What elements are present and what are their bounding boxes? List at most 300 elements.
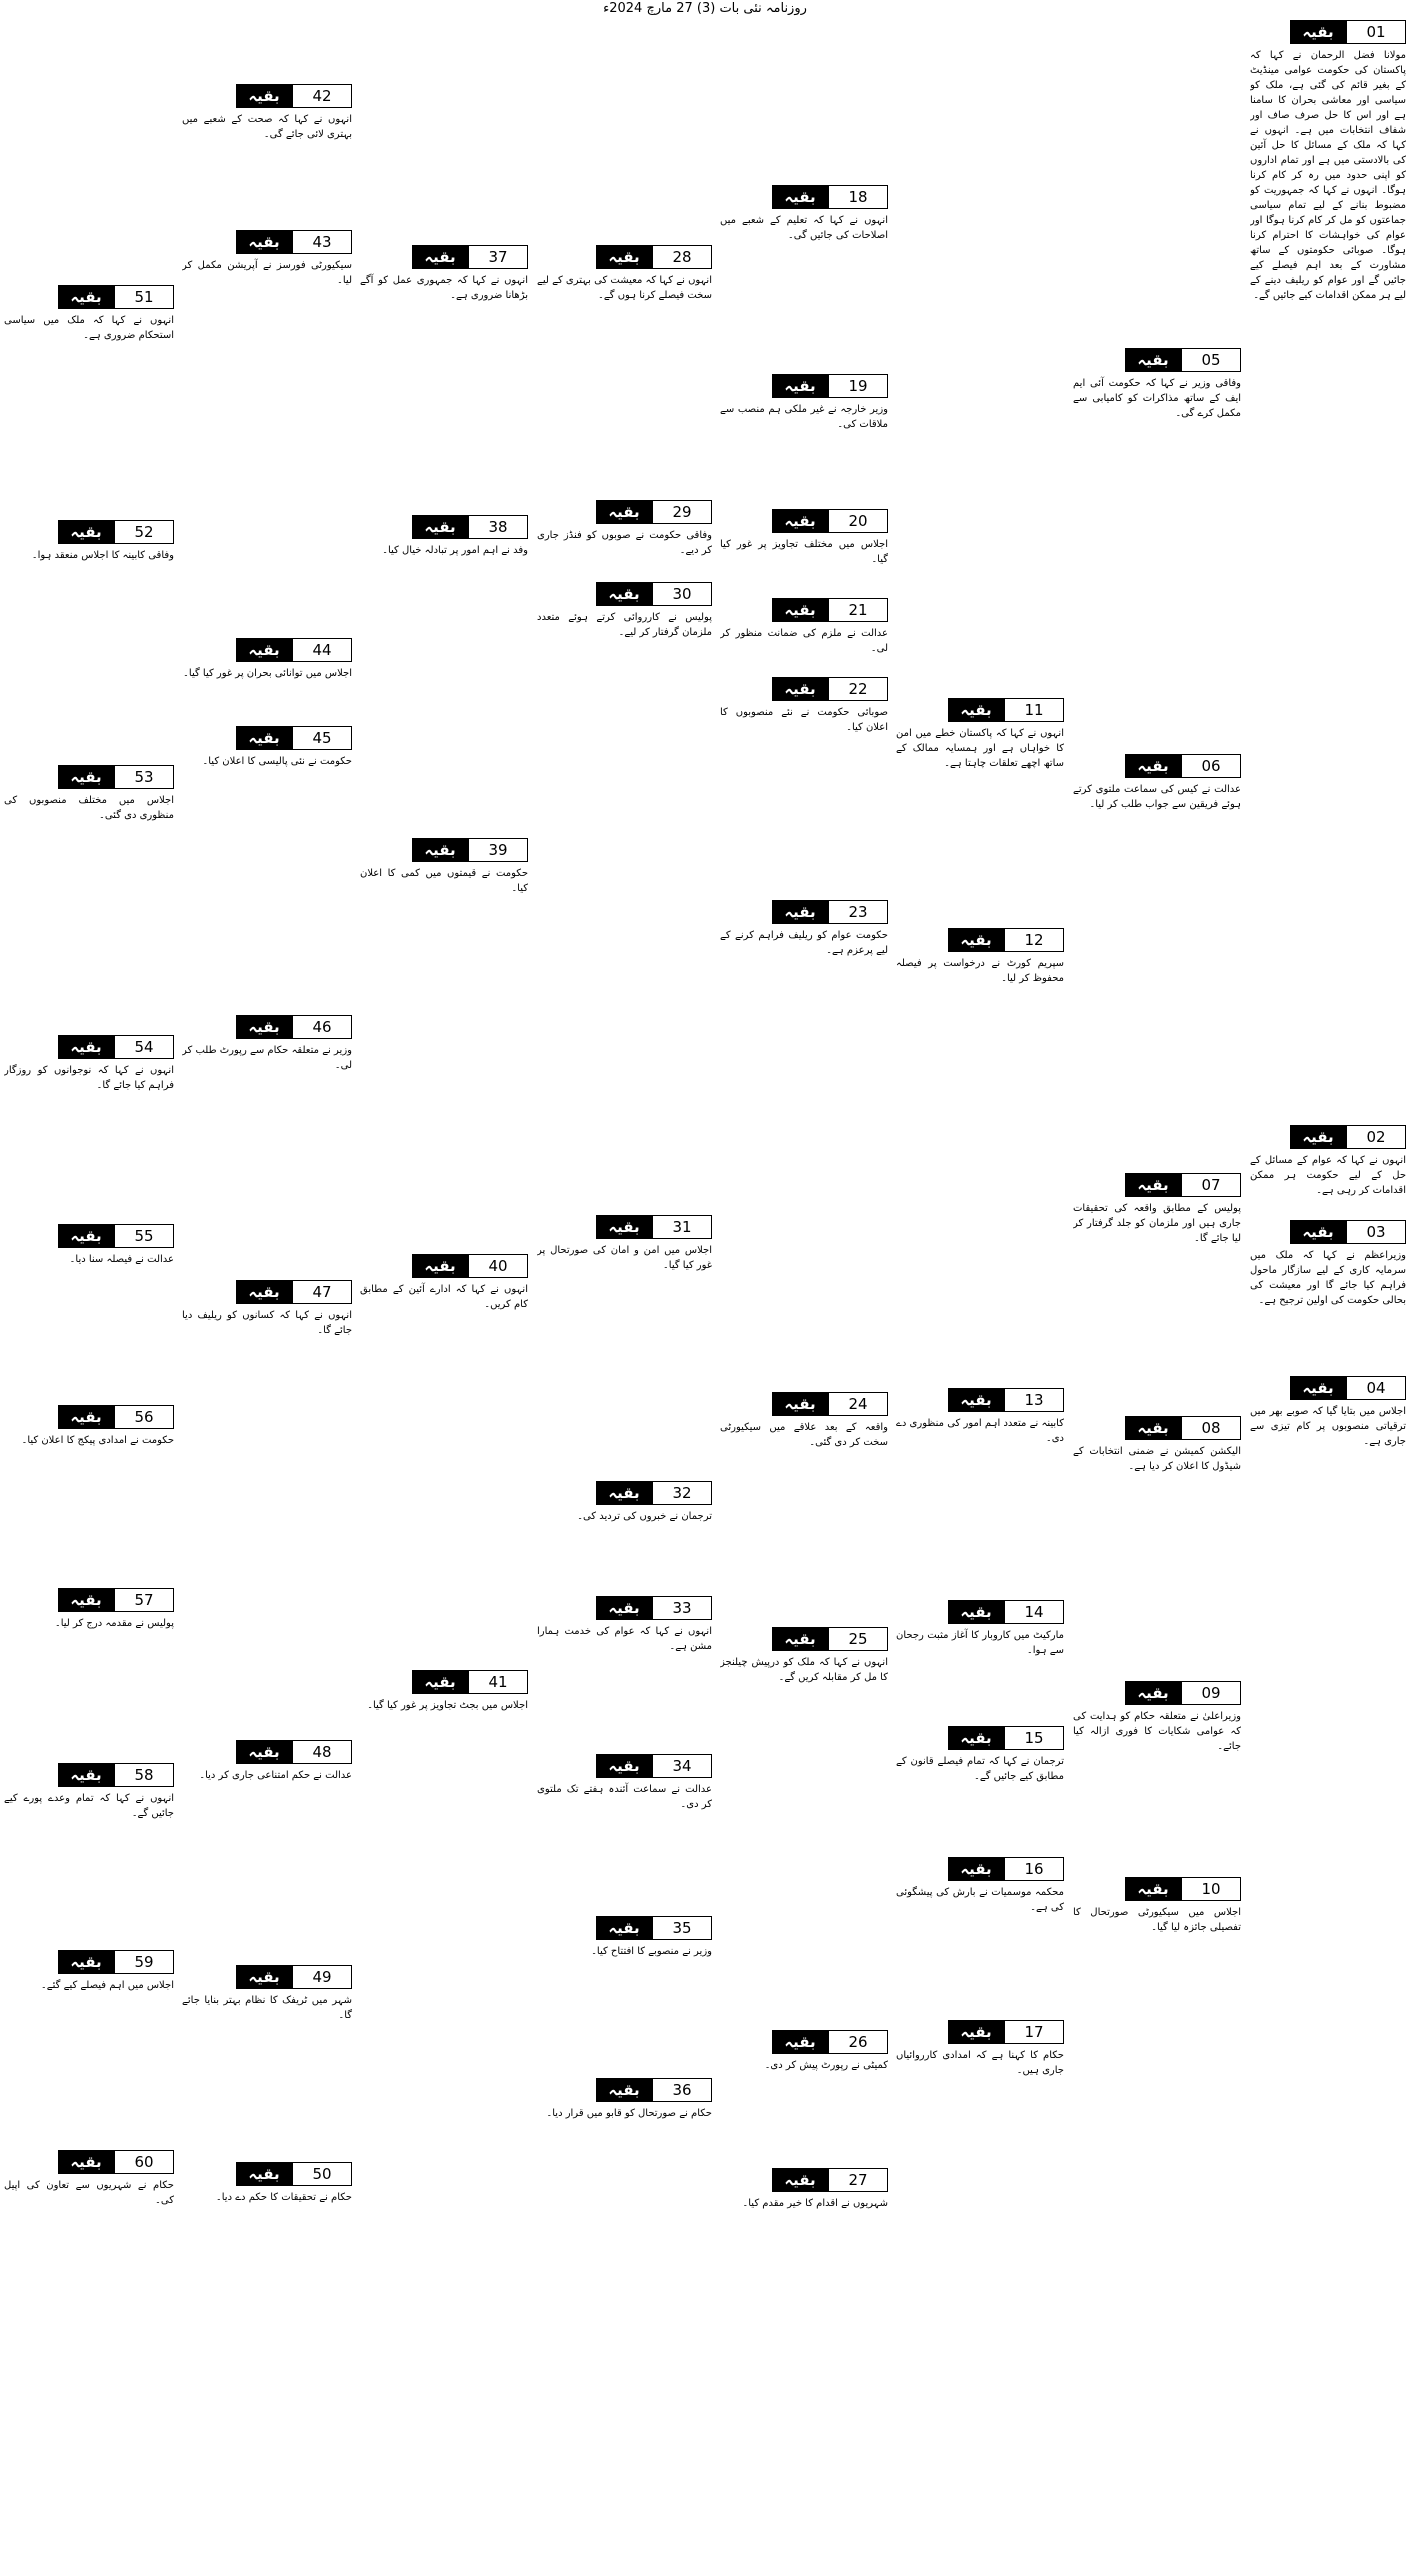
continuation-label: بقیہ (948, 1726, 1004, 1750)
header-spacer (182, 638, 236, 662)
continuation-section (4, 765, 174, 1035)
section-number: 41 (468, 1670, 528, 1694)
section-header (537, 2078, 712, 2102)
section-header (182, 1965, 352, 1989)
section-header (4, 285, 174, 309)
section-body: اجلاس میں بتایا گیا کہ صوبے بھر میں ترقیاتی منصوبوں پر کام تیزی سے جاری ہے۔ (1250, 1406, 1406, 1447)
section-header (1073, 1173, 1241, 1197)
section-body: انہوں نے کہا کہ تعلیم کے شعبے میں اصلاحات کی جائیں گی۔ (720, 215, 888, 241)
continuation-section (896, 1857, 1064, 2020)
continuation-section (1250, 1125, 1406, 1220)
header-spacer (1073, 1877, 1125, 1901)
header-spacer (4, 1224, 58, 1248)
continuation-label: بقیہ (1290, 20, 1346, 44)
continuation-label: بقیہ (596, 1754, 652, 1778)
header-spacer (896, 928, 948, 952)
continuation-label: بقیہ (58, 285, 114, 309)
section-number: 34 (652, 1754, 712, 1778)
continuation-section (1073, 1877, 1241, 2556)
section-number: 14 (1004, 1600, 1064, 1624)
section-header (720, 374, 888, 398)
section-body: واقعہ کے بعد علاقے میں سیکیورٹی سخت کر دی گئی۔ (720, 1422, 888, 1448)
continuation-section (896, 1600, 1064, 1726)
header-spacer (182, 1740, 236, 1764)
section-header (896, 1600, 1064, 1624)
section-body: انہوں نے کہا کہ عوام کے مسائل کے حل کے لیے حکومت ہر ممکن اقدامات کر رہی ہے۔ (1250, 1155, 1406, 1196)
section-body: وزیر خارجہ نے غیر ملکی ہم منصب سے ملاقات کی۔ (720, 404, 888, 430)
header-spacer (1073, 1681, 1125, 1705)
section-number: 52 (114, 520, 174, 544)
section-header (360, 245, 528, 269)
section-header (720, 2168, 888, 2192)
header-spacer (720, 1627, 772, 1651)
section-number: 40 (468, 1254, 528, 1278)
section-header (1250, 20, 1406, 44)
continuation-section (182, 2162, 352, 2556)
section-number: 51 (114, 285, 174, 309)
continuation-section (182, 1015, 352, 1280)
continuation-label: بقیہ (772, 1627, 828, 1651)
header-spacer (720, 677, 772, 701)
continuation-section (720, 677, 888, 900)
section-number: 16 (1004, 1857, 1064, 1881)
header-spacer (896, 1388, 948, 1412)
column-7 (182, 20, 352, 2556)
section-header (1250, 1220, 1406, 1244)
column-1 (1250, 20, 1406, 2556)
section-header (720, 598, 888, 622)
header-spacer (537, 582, 596, 606)
section-body: شہر میں ٹریفک کا نظام بہتر بنایا جائے گا۔ (182, 1995, 352, 2021)
header-spacer (182, 726, 236, 750)
section-body: حکام نے شہریوں سے تعاون کی اپیل کی۔ (4, 2180, 174, 2206)
header-spacer (896, 1857, 948, 1881)
continuation-label: بقیہ (58, 1763, 114, 1787)
continuation-label: بقیہ (948, 698, 1004, 722)
continuation-label: بقیہ (948, 1600, 1004, 1624)
continuation-label: بقیہ (1125, 1681, 1181, 1705)
continuation-section (720, 185, 888, 374)
section-header (182, 726, 352, 750)
continuation-section (4, 520, 174, 765)
section-number: 37 (468, 245, 528, 269)
continuation-label: بقیہ (412, 515, 468, 539)
continuation-section (4, 1405, 174, 1588)
continuation-section (720, 1627, 888, 2030)
column-8 (4, 20, 174, 2556)
section-header (4, 1405, 174, 1429)
section-header (1073, 348, 1241, 372)
section-number: 01 (1346, 20, 1406, 44)
continuation-section (720, 509, 888, 598)
section-number: 15 (1004, 1726, 1064, 1750)
header-spacer (1250, 1125, 1290, 1149)
continuation-section (896, 1726, 1064, 1857)
section-number: 28 (652, 245, 712, 269)
section-header (896, 928, 1064, 952)
section-number: 56 (114, 1405, 174, 1429)
section-number: 26 (828, 2030, 888, 2054)
header-spacer (182, 1015, 236, 1039)
continuation-label: بقیہ (772, 1392, 828, 1416)
continuation-label: بقیہ (596, 1481, 652, 1505)
continuation-label: بقیہ (236, 1965, 292, 1989)
section-body: وزیراعلیٰ نے متعلقہ حکام کو ہدایت کی کہ عوامی شکایات کا فوری ازالہ کیا جائے۔ (1073, 1711, 1241, 1752)
section-body: عدالت نے حکم امتناعی جاری کر دیا۔ (199, 1770, 352, 1781)
section-body: اجلاس میں سیکیورٹی صورتحال کا تفصیلی جائزہ لیا گیا۔ (1073, 1907, 1241, 1933)
continuation-section (182, 230, 352, 638)
header-spacer (1073, 348, 1125, 372)
section-number: 50 (292, 2162, 352, 2186)
continuation-label: بقیہ (596, 500, 652, 524)
continuation-label: بقیہ (1125, 1877, 1181, 1901)
section-header (360, 1254, 528, 1278)
section-body: اجلاس میں توانائی بحران پر غور کیا گیا۔ (183, 668, 352, 679)
column-5 (537, 20, 712, 2556)
header-spacer (537, 1215, 596, 1239)
continuation-label: بقیہ (412, 838, 468, 862)
section-number: 22 (828, 677, 888, 701)
header-spacer (182, 1965, 236, 1989)
header-spacer (4, 1035, 58, 1059)
section-number: 30 (652, 582, 712, 606)
section-body: عدالت نے فیصلہ سنا دیا۔ (69, 1254, 174, 1265)
header-spacer (182, 84, 236, 108)
section-number: 27 (828, 2168, 888, 2192)
section-header (4, 765, 174, 789)
section-number: 59 (114, 1950, 174, 1974)
section-header (537, 1481, 712, 1505)
section-number: 45 (292, 726, 352, 750)
continuation-label: بقیہ (1125, 1173, 1181, 1197)
section-header (537, 1916, 712, 1940)
continuation-label: بقیہ (772, 2168, 828, 2192)
section-number: 18 (828, 185, 888, 209)
continuation-section (182, 84, 352, 230)
section-number: 31 (652, 1215, 712, 1239)
continuation-section (537, 1596, 712, 1754)
continuation-section (1250, 1376, 1406, 2556)
section-number: 35 (652, 1916, 712, 1940)
section-number: 60 (114, 2150, 174, 2174)
section-number: 55 (114, 1224, 174, 1248)
header-spacer (360, 245, 412, 269)
continuation-section (537, 1916, 712, 2078)
continuation-section (4, 1224, 174, 1405)
section-body: انہوں نے کہا کہ کسانوں کو ریلیف دیا جائے گا۔ (182, 1310, 352, 1336)
section-body: حکومت عوام کو ریلیف فراہم کرنے کے لیے پرعزم ہے۔ (720, 930, 888, 956)
continuation-label: بقیہ (58, 2150, 114, 2174)
section-body: پولیس نے مقدمہ درج کر لیا۔ (54, 1618, 174, 1629)
section-number: 21 (828, 598, 888, 622)
header-spacer (537, 500, 596, 524)
continuation-section (537, 1754, 712, 1916)
continuation-label: بقیہ (236, 230, 292, 254)
section-number: 12 (1004, 928, 1064, 952)
continuation-label: بقیہ (58, 1224, 114, 1248)
header-spacer (720, 2168, 772, 2192)
section-number: 19 (828, 374, 888, 398)
section-body: ترجمان نے کہا کہ تمام فیصلے قانون کے مطابق کیے جائیں گے۔ (896, 1756, 1064, 1782)
header-spacer (720, 2030, 772, 2054)
continuation-section (360, 245, 528, 515)
header-spacer (360, 1670, 412, 1694)
header-spacer (537, 245, 596, 269)
section-header (720, 1627, 888, 1651)
section-header (720, 509, 888, 533)
header-spacer (1250, 20, 1290, 44)
section-number: 36 (652, 2078, 712, 2102)
continuation-label: بقیہ (58, 1588, 114, 1612)
continuation-section (720, 2030, 888, 2168)
header-spacer (537, 2078, 596, 2102)
continuation-section (1250, 1220, 1406, 1376)
section-number: 32 (652, 1481, 712, 1505)
section-header (537, 500, 712, 524)
section-header (537, 582, 712, 606)
section-body: اجلاس میں امن و امان کی صورتحال پر غور کیا گیا۔ (537, 1245, 712, 1271)
continuation-section (537, 1215, 712, 1481)
continuation-section (4, 1763, 174, 1950)
header-spacer (896, 1726, 948, 1750)
section-header (720, 900, 888, 924)
header-spacer (720, 598, 772, 622)
continuation-label: بقیہ (58, 520, 114, 544)
section-header (537, 245, 712, 269)
header-spacer (896, 698, 948, 722)
header-spacer (1073, 1416, 1125, 1440)
header-spacer (720, 509, 772, 533)
section-header (896, 1726, 1064, 1750)
continuation-section (896, 1388, 1064, 1600)
section-number: 20 (828, 509, 888, 533)
section-header (720, 185, 888, 209)
section-body: مولانا فضل الرحمان نے کہا کہ پاکستان کی حکومت عوامی مینڈیٹ کے بغیر قائم کی گئی ہے، ملک کو سیاسی اور معاشی بحران کا سامنا ہے اور اس کا حل صرف صاف اور شفاف انتخابات میں ہے۔ انہوں نے کہا کہ ملک کے مسائل کا حل آئین کی بالادستی میں ہے اور تمام اداروں کو اپنی حدود میں رہ کر کام کرنا ہوگا۔ انہوں نے کہا کہ جمہوریت کو مضبوط بنانے کے لیے تمام سیاسی جماعتوں کو مل کر کام کرنا ہوگا اور عوام کی خواہشات کا احترام کرنا ہوگا۔ صوبائی حکومتوں کے ساتھ مشاورت کے بعد اہم فیصلے کیے جائیں گے اور عوام کو ریلیف دینے کے لیے ہر ممکن اقدامات کیے جائیں گے۔ (1250, 50, 1406, 301)
continuation-section (4, 285, 174, 520)
header-spacer (4, 2150, 58, 2174)
section-number: 54 (114, 1035, 174, 1059)
section-number: 08 (1181, 1416, 1241, 1440)
section-body: وفاقی حکومت نے صوبوں کو فنڈز جاری کر دیے۔ (537, 530, 712, 556)
section-body: وفاقی کابینہ کا اجلاس منعقد ہوا۔ (31, 550, 174, 561)
header-spacer (896, 2020, 948, 2044)
continuation-section (1073, 1416, 1241, 1681)
header-spacer (4, 765, 58, 789)
section-header (537, 1754, 712, 1778)
section-body: انہوں نے کہا کہ صحت کے شعبے میں بہتری لائی جائے گی۔ (182, 114, 352, 140)
continuation-section (720, 1392, 888, 1627)
continuation-label: بقیہ (948, 1857, 1004, 1881)
section-number: 47 (292, 1280, 352, 1304)
section-body: حکام کا کہنا ہے کہ امدادی کارروائیاں جاری ہیں۔ (896, 2050, 1064, 2076)
section-body: محکمہ موسمیات نے بارش کی پیشگوئی کی ہے۔ (896, 1887, 1064, 1913)
section-header (182, 1015, 352, 1039)
section-body: وزیر نے منصوبے کا افتتاح کیا۔ (591, 1946, 712, 1957)
continuation-section (720, 598, 888, 677)
section-header (182, 230, 352, 254)
continuation-label: بقیہ (772, 509, 828, 533)
continuation-section (1250, 20, 1406, 1125)
section-number: 25 (828, 1627, 888, 1651)
section-header (896, 2020, 1064, 2044)
section-header (537, 1596, 712, 1620)
header-spacer (4, 520, 58, 544)
header-spacer (4, 1588, 58, 1612)
section-body: اجلاس میں مختلف تجاویز پر غور کیا گیا۔ (720, 539, 888, 565)
column-2 (1073, 20, 1241, 2556)
continuation-label: بقیہ (948, 1388, 1004, 1412)
section-body: انہوں نے کہا کہ عوام کی خدمت ہمارا مشن ہے۔ (537, 1626, 712, 1652)
section-body: وزیر نے متعلقہ حکام سے رپورٹ طلب کر لی۔ (182, 1045, 352, 1071)
header-spacer (537, 1916, 596, 1940)
section-body: حکومت نے قیمتوں میں کمی کا اعلان کیا۔ (360, 868, 528, 894)
section-header (182, 2162, 352, 2186)
section-number: 49 (292, 1965, 352, 1989)
section-header (4, 2150, 174, 2174)
continuation-section (537, 245, 712, 500)
continuation-label: بقیہ (236, 726, 292, 750)
header-spacer (4, 1405, 58, 1429)
section-body: انہوں نے کہا کہ معیشت کی بہتری کے لیے سخت فیصلے کرنا ہوں گے۔ (537, 275, 712, 301)
continuation-label: بقیہ (772, 900, 828, 924)
header-spacer (182, 1280, 236, 1304)
section-header (1250, 1376, 1406, 1400)
continuation-label: بقیہ (596, 1916, 652, 1940)
continuation-label: بقیہ (58, 1950, 114, 1974)
section-header (182, 638, 352, 662)
section-body: شہریوں نے اقدام کا خیر مقدم کیا۔ (742, 2198, 888, 2209)
section-number: 10 (1181, 1877, 1241, 1901)
header-spacer (720, 1392, 772, 1416)
header-spacer (537, 1596, 596, 1620)
section-body: الیکشن کمیشن نے ضمنی انتخابات کے شیڈول کا اعلان کر دیا ہے۔ (1073, 1446, 1241, 1472)
continuation-section (4, 1035, 174, 1224)
section-header (4, 1588, 174, 1612)
header-spacer (4, 285, 58, 309)
section-number: 03 (1346, 1220, 1406, 1244)
continuation-section (182, 638, 352, 726)
section-body: پولیس نے کارروائی کرتے ہوئے متعدد ملزمان گرفتار کر لیے۔ (537, 612, 712, 638)
continuation-label: بقیہ (772, 374, 828, 398)
continuation-section (360, 1670, 528, 2556)
section-header (1073, 1681, 1241, 1705)
section-header (182, 1740, 352, 1764)
continuation-section (720, 900, 888, 1392)
section-header (4, 1950, 174, 1974)
section-number: 38 (468, 515, 528, 539)
continuation-label: بقیہ (772, 2030, 828, 2054)
header-spacer (182, 230, 236, 254)
section-number: 09 (1181, 1681, 1241, 1705)
section-number: 39 (468, 838, 528, 862)
section-body: ترجمان نے خبروں کی تردید کی۔ (577, 1511, 712, 1522)
continuation-label: بقیہ (596, 582, 652, 606)
continuation-section (360, 1254, 528, 1670)
column-4 (720, 20, 888, 2556)
header-spacer (537, 1754, 596, 1778)
section-number: 42 (292, 84, 352, 108)
continuation-section (896, 928, 1064, 1388)
section-header (360, 838, 528, 862)
continuation-section (182, 726, 352, 1015)
header-spacer (1250, 1376, 1290, 1400)
section-body: انہوں نے کہا کہ جمہوری عمل کو آگے بڑھانا ضروری ہے۔ (360, 275, 528, 301)
section-body: انہوں نے کہا کہ ملک میں سیاسی استحکام ضروری ہے۔ (4, 315, 174, 341)
continuation-section (1073, 1173, 1241, 1416)
continuation-section (896, 2020, 1064, 2556)
continuation-label: بقیہ (1125, 754, 1181, 778)
header-spacer (360, 838, 412, 862)
continuation-section (537, 500, 712, 582)
header-spacer (4, 1763, 58, 1787)
section-body: وزیراعظم نے کہا کہ ملک میں سرمایہ کاری کے لیے سازگار ماحول فراہم کیا جائے گا اور معیشت کی بحالی حکومت کی اولین ترجیح ہے۔ (1250, 1250, 1406, 1306)
section-body: کابینہ نے متعدد اہم امور کی منظوری دے دی۔ (896, 1418, 1064, 1444)
section-header (360, 1670, 528, 1694)
header-spacer (1073, 1173, 1125, 1197)
continuation-section (182, 1965, 352, 2162)
section-header (1073, 1877, 1241, 1901)
continuation-section (4, 1588, 174, 1763)
section-number: 58 (114, 1763, 174, 1787)
section-number: 23 (828, 900, 888, 924)
continuation-label: بقیہ (236, 1740, 292, 1764)
continuation-label: بقیہ (236, 84, 292, 108)
section-header (1073, 1416, 1241, 1440)
continuation-section (360, 838, 528, 1254)
continuation-label: بقیہ (236, 2162, 292, 2186)
section-number: 48 (292, 1740, 352, 1764)
continuation-label: بقیہ (412, 1670, 468, 1694)
continuation-label: بقیہ (412, 245, 468, 269)
section-body: انہوں نے کہا کہ ملک کو درپیش چیلنجز کا مل کر مقابلہ کریں گے۔ (720, 1657, 888, 1683)
section-number: 44 (292, 638, 352, 662)
continuation-section (720, 374, 888, 509)
continuation-section (360, 515, 528, 838)
continuation-label: بقیہ (948, 928, 1004, 952)
section-body: عدالت نے کیس کی سماعت ملتوی کرتے ہوئے فریقین سے جواب طلب کر لیا۔ (1073, 784, 1241, 810)
masthead: روزنامہ نئی بات (3) 27 مارچ 2024ء (603, 1, 807, 16)
continuation-label: بقیہ (58, 1405, 114, 1429)
section-header (1073, 754, 1241, 778)
continuation-label: بقیہ (58, 1035, 114, 1059)
newspaper-page (4, 20, 1406, 2556)
header-spacer (720, 185, 772, 209)
continuation-section (537, 2078, 712, 2556)
section-body: سیکیورٹی فورسز نے آپریشن مکمل کر لیا۔ (182, 260, 352, 286)
continuation-label: بقیہ (1290, 1220, 1346, 1244)
section-body: اجلاس میں اہم فیصلے کیے گئے۔ (40, 1980, 174, 1991)
section-header (360, 515, 528, 539)
continuation-section (1073, 1681, 1241, 1877)
continuation-section (896, 698, 1064, 928)
section-header (4, 1035, 174, 1059)
header-spacer (1073, 754, 1125, 778)
section-number: 29 (652, 500, 712, 524)
section-header (896, 698, 1064, 722)
continuation-label: بقیہ (58, 765, 114, 789)
section-header (720, 1392, 888, 1416)
continuation-label: بقیہ (1125, 348, 1181, 372)
header-spacer (4, 1950, 58, 1974)
continuation-section (537, 1481, 712, 1596)
section-body: انہوں نے کہا کہ ادارے آئین کے مطابق کام کریں۔ (360, 1284, 528, 1310)
section-header (4, 520, 174, 544)
section-body: عدالت نے سماعت آئندہ ہفتے تک ملتوی کر دی۔ (537, 1784, 712, 1810)
section-number: 11 (1004, 698, 1064, 722)
section-body: حکام نے تحقیقات کا حکم دے دیا۔ (215, 2192, 352, 2203)
section-body: حکومت نے امدادی پیکج کا اعلان کیا۔ (21, 1435, 174, 1446)
continuation-label: بقیہ (596, 245, 652, 269)
